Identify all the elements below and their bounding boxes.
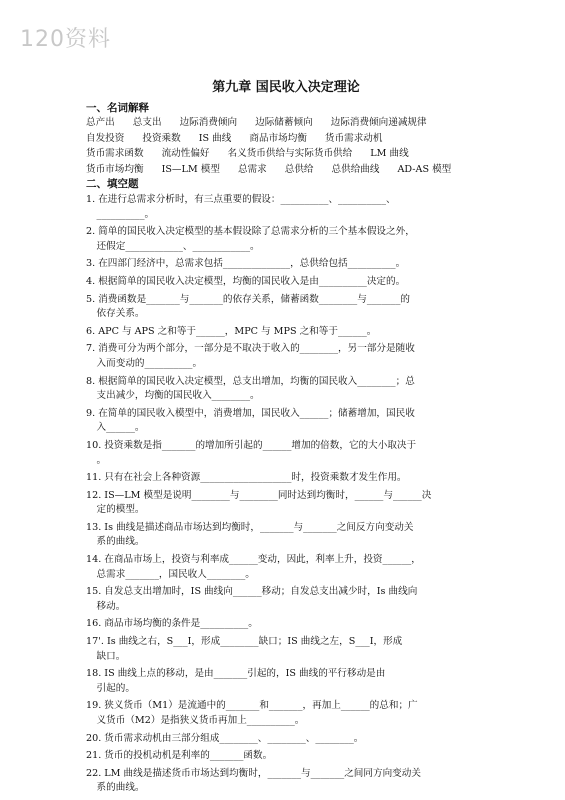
question-text: __________。 <box>96 208 155 220</box>
watermark: 120资料 <box>20 27 111 52</box>
question-item <box>86 342 486 371</box>
term: 总支出 <box>132 117 162 128</box>
term: LM 曲线 <box>370 148 409 159</box>
term: 货币需求函数 <box>86 148 144 159</box>
question-text: 入______。 <box>96 422 145 434</box>
question-text: 18. IS 曲线上点的移动，是由_______引起的，IS 曲线的平行移动是由 <box>86 668 386 680</box>
question-text: 17'. Is 曲线之右，S___I，形成________缺口；IS 曲线之左，S___I，形成 <box>86 636 403 648</box>
question-item <box>86 617 486 632</box>
question-item <box>86 489 486 518</box>
question-text: 系的曲线。 <box>96 536 145 548</box>
term: 总产出 <box>86 117 115 128</box>
term: 流动性偏好 <box>161 148 210 159</box>
question-item <box>86 193 486 222</box>
section-heading-fill-blanks: 二、填空题 <box>86 178 139 190</box>
question-text: 3. 在四部门经济中，总需求包括______________，总供给包括__________。 <box>86 258 406 270</box>
question-text: 4. 根据简单的国民收入决定模型，均衡的国民收入是由__________决定的。 <box>86 275 406 287</box>
term: 商品市场均衡 <box>249 132 307 144</box>
term: 自发投资 <box>86 132 125 144</box>
question-text: 系的曲线。 <box>96 782 145 794</box>
term: 货币市场均衡 <box>86 163 144 175</box>
question-text: 11. 只有在社会上各种资源___________________时，投资乘数才发生作用。 <box>86 472 407 484</box>
term: 总供给 <box>284 163 314 175</box>
question-text: 定的模型。 <box>96 504 145 516</box>
question-text: 19. 狭义货币（M1）是流通中的_______和_______，再加上______的总和；广 <box>86 700 418 712</box>
term: 总需求 <box>237 163 267 175</box>
question-item <box>86 732 486 747</box>
question-text: 5. 消费函数是_______与_______的依存关系，储蓄函数________与_______的 <box>86 293 410 305</box>
term: 名义货币供给与实际货币供给 <box>227 148 353 159</box>
question-text: 10. 投资乘数是指_______的增加所引起的______增加的倍数，它的大小取决于 <box>86 439 417 451</box>
question-item <box>86 225 486 254</box>
question-text: 义货币（M2）是指狭义货币再加上__________。 <box>96 715 305 726</box>
question-item <box>86 585 486 614</box>
term-line <box>86 115 486 131</box>
question-item <box>86 293 486 322</box>
question-text: 。 <box>96 454 107 466</box>
question-text: 总需求_______，国民收人________。 <box>96 568 255 580</box>
term-line <box>86 146 486 162</box>
question-item <box>86 407 486 436</box>
question-text: 引起的。 <box>96 682 135 694</box>
question-text: 9. 在简单的国民收入模型中，消费增加，国民收入______；储蓄增加，国民收 <box>86 407 415 419</box>
question-item <box>86 471 486 486</box>
chapter-title: 第九章 国民收入决定理论 <box>212 80 360 95</box>
question-text: 缺口。 <box>96 650 126 662</box>
question-text: 15. 自发总支出增加时，IS 曲线向______移动；自发总支出减少时，Is 曲线向 <box>86 586 418 598</box>
question-text: 13. Is 曲线是描述商品市场达到均衡时，_______与_______之间反方向变动关 <box>86 521 414 533</box>
question-item <box>86 257 486 272</box>
question-item <box>86 325 486 340</box>
question-item <box>86 439 486 468</box>
question-item <box>86 275 486 290</box>
question-item <box>86 749 486 764</box>
document-body <box>86 76 486 799</box>
term: AD-AS 模型 <box>397 163 452 175</box>
question-text: 22. LM 曲线是描述货币市场达到均衡时，_______与_______之间同方向变动关 <box>86 767 421 779</box>
question-text: 16. 商品市场均衡的条件是__________。 <box>86 618 258 630</box>
term: 边际储蓄倾向 <box>255 117 313 128</box>
question-text: 12. IS—LM 模型是说明________与________同时达到均衡时，______与______决 <box>86 489 432 501</box>
question-item <box>86 553 486 582</box>
term-line <box>86 162 486 178</box>
term: 边际消费倾向 <box>179 117 238 128</box>
question-text: 1. 在进行总需求分析时，有三点重要的假设：__________、__________、 <box>86 194 396 205</box>
question-item <box>86 667 486 696</box>
question-text: 8. 根据简单的国民收入决定模型，总支出增加，均衡的国民收入________；总 <box>86 375 415 387</box>
term: 边际消费倾向递减规律 <box>330 117 427 128</box>
question-item <box>86 521 486 550</box>
term: 投资乘数 <box>142 132 181 144</box>
question-text: 移动。 <box>96 600 126 612</box>
question-text: 6. APC 与 APS 之和等于______，MPC 与 MPS 之和等于______。 <box>86 325 377 337</box>
question-text: 支出减少，均衡的国民收入________。 <box>96 390 260 402</box>
question-item <box>86 699 486 728</box>
term-list <box>86 115 486 177</box>
term: IS 曲线 <box>198 132 232 144</box>
question-text: 20. 货币需求动机由三部分组成________、________、________。 <box>86 732 364 744</box>
term: 货币需求动机 <box>324 132 383 144</box>
question-text: 还假定____________、____________。 <box>96 240 260 252</box>
question-text: 21. 货币的投机动机是利率的_______函数。 <box>86 750 273 762</box>
term-line <box>86 131 486 147</box>
question-item <box>86 635 486 664</box>
question-text: 14. 在商品市场上，投资与利率成______变动，因此，利率上升，投资______， <box>86 554 421 566</box>
term: IS—LM 模型 <box>161 163 220 175</box>
question-text: 2. 简单的国民收入决定模型的基本假设除了总需求分析的三个基本假设之外， <box>86 226 415 238</box>
question-list <box>86 193 486 796</box>
question-item <box>86 767 486 796</box>
section-heading-terms: 一、名词解释 <box>86 102 149 114</box>
question-item <box>86 375 486 404</box>
question-text: 入而变动的__________。 <box>96 357 203 369</box>
question-text: 依存关系。 <box>96 308 145 320</box>
term: 总供给曲线 <box>331 163 380 175</box>
question-text: 7. 消费可分为两个部分，一部分是不取决于收入的________，另一部分是随收 <box>86 343 415 355</box>
